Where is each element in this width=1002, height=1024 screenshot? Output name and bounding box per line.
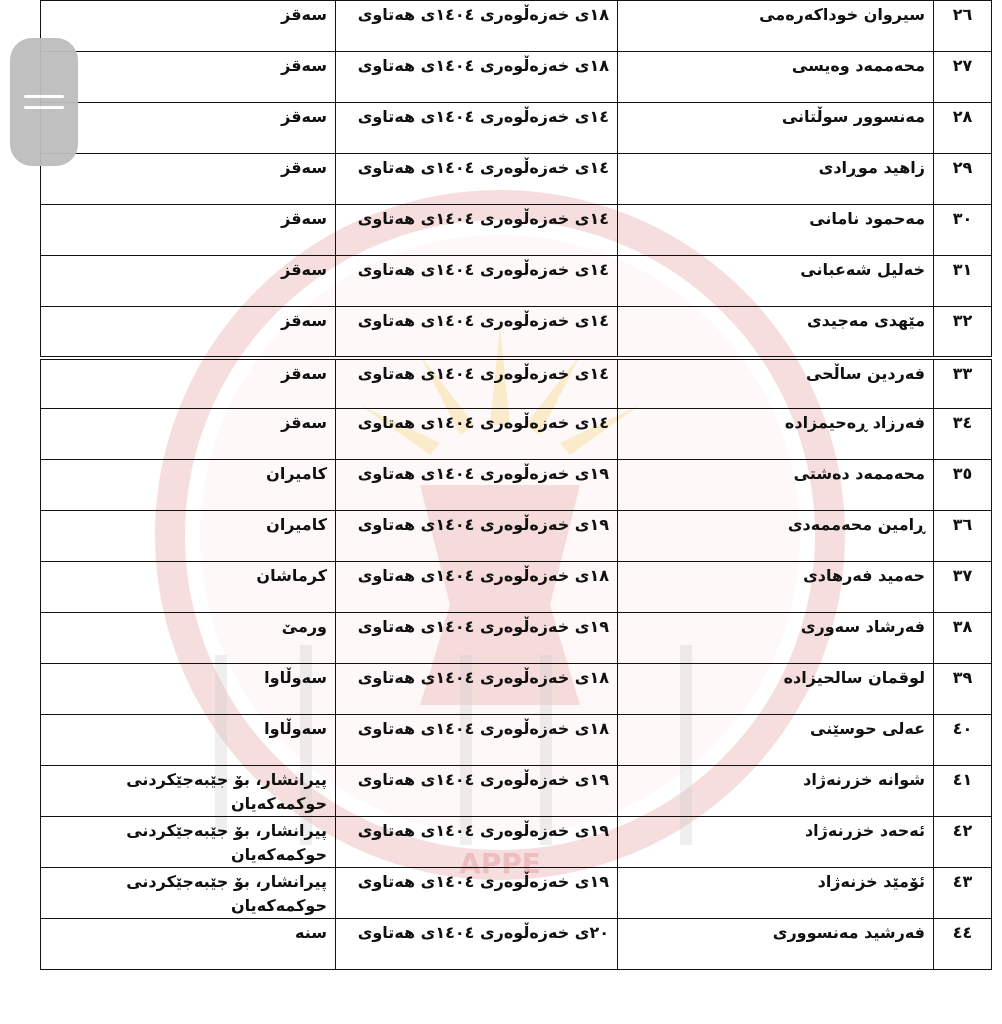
row-date: ١٤ی خەزەڵوەری ١٤٠٤ی هەتاوی [336,154,618,205]
row-name: فەرزاد ڕەحیمزادە [618,409,934,460]
row-place: پیرانشار، بۆ جێبەجێکردنی حوکمەکەیان [41,868,336,919]
row-number: ٣٣ [934,358,992,409]
row-place: سەقز [41,103,336,154]
table-row [41,256,992,307]
row-name: مێهدی مەجیدی [618,307,934,358]
table-row [41,460,992,511]
table-row [41,562,992,613]
row-date: ١٤ی خەزەڵوەری ١٤٠٤ی هەتاوی [336,205,618,256]
row-name: حەمید فەرهادی [618,562,934,613]
row-place: سەقز [41,52,336,103]
row-date: ١٩ی خەزەڵوەری ١٤٠٤ی هەتاوی [336,511,618,562]
row-date: ١٨ی خەزەڵوەری ١٤٠٤ی هەتاوی [336,664,618,715]
row-date: ١٩ی خەزەڵوەری ١٤٠٤ی هەتاوی [336,766,618,817]
table-row [41,205,992,256]
table-row [41,511,992,562]
watermark-text: APPE [459,847,541,880]
row-number: ٤٢ [934,817,992,868]
menu-icon [24,87,64,117]
row-place: سەقز [41,1,336,52]
row-place: سەقز [41,307,336,358]
table-row [41,52,992,103]
row-name: فەردین ساڵحی [618,358,934,409]
row-number: ٢٦ [934,1,992,52]
table-row [41,1,992,52]
row-date: ١٩ی خەزەڵوەری ١٤٠٤ی هەتاوی [336,817,618,868]
row-place: کرماشان [41,562,336,613]
menu-button[interactable] [10,38,78,166]
row-number: ٣٧ [934,562,992,613]
row-name: فەرشاد سەوری [618,613,934,664]
row-date: ١٤ی خەزەڵوەری ١٤٠٤ی هەتاوی [336,256,618,307]
row-place: سنە [41,919,336,970]
row-name: ڕامین محەممەدی [618,511,934,562]
row-date: ١٩ی خەزەڵوەری ١٤٠٤ی هەتاوی [336,613,618,664]
table-row [41,358,992,409]
row-place: پیرانشار، بۆ جێبەجێکردنی حوکمەکەیان [41,766,336,817]
row-number: ٣٦ [934,511,992,562]
row-number: ٢٨ [934,103,992,154]
row-place: سەقز [41,154,336,205]
row-date: ١٨ی خەزەڵوەری ١٤٠٤ی هەتاوی [336,562,618,613]
row-number: ٣٥ [934,460,992,511]
table-row [41,664,992,715]
row-name: خەلیل شەعبانی [618,256,934,307]
row-number: ٤٣ [934,868,992,919]
row-place: ورمێ [41,613,336,664]
row-number: ٤١ [934,766,992,817]
row-date: ١٤ی خەزەڵوەری ١٤٠٤ی هەتاوی [336,358,618,409]
row-date: ١٤ی خەزەڵوەری ١٤٠٤ی هەتاوی [336,307,618,358]
detainee-table [40,0,992,970]
table-row [41,868,992,919]
row-date: ١٩ی خەزەڵوەری ١٤٠٤ی هەتاوی [336,460,618,511]
table-row [41,307,992,358]
table-row [41,409,992,460]
row-name: زاهید موڕادی [618,154,934,205]
row-name: عەلی حوسێنی [618,715,934,766]
row-name: ئۆمێد خزنەژاد [618,868,934,919]
row-number: ٤٠ [934,715,992,766]
row-number: ٤٤ [934,919,992,970]
row-date: ١٤ی خەزەڵوەری ١٤٠٤ی هەتاوی [336,409,618,460]
row-number: ٣١ [934,256,992,307]
row-place: سەوڵاوا [41,715,336,766]
row-date: ١٩ی خەزەڵوەری ١٤٠٤ی هەتاوی [336,868,618,919]
table-row [41,715,992,766]
row-place: سەقز [41,409,336,460]
row-name: ئەحەد خزرنەژاد [618,817,934,868]
table-row [41,154,992,205]
row-place: پیرانشار، بۆ جێبەجێکردنی حوکمەکەیان [41,817,336,868]
row-number: ٣٢ [934,307,992,358]
row-number: ٣٤ [934,409,992,460]
table-row [41,103,992,154]
row-name: محەممەد دەشتی [618,460,934,511]
row-number: ٢٧ [934,52,992,103]
row-date: ١٨ی خەزەڵوەری ١٤٠٤ی هەتاوی [336,52,618,103]
row-name: محەممەد وەیسی [618,52,934,103]
row-name: مەحمود نامانی [618,205,934,256]
row-name: سیروان خوداکەرەمی [618,1,934,52]
row-date: ٢٠ی خەزەڵوەری ١٤٠٤ی هەتاوی [336,919,618,970]
row-name: لوقمان سالحیزادە [618,664,934,715]
row-number: ٢٩ [934,154,992,205]
row-place: سەوڵاوا [41,664,336,715]
row-place: سەقز [41,205,336,256]
table-row [41,613,992,664]
row-place: سەقز [41,358,336,409]
row-date: ١٨ی خەزەڵوەری ١٤٠٤ی هەتاوی [336,715,618,766]
row-place: سەقز [41,256,336,307]
row-name: مەنسوور سوڵتانی [618,103,934,154]
row-date: ١٨ی خەزەڵوەری ١٤٠٤ی هەتاوی [336,1,618,52]
row-place: کامیران [41,460,336,511]
table-row [41,766,992,817]
row-number: ٣٠ [934,205,992,256]
row-place: کامیران [41,511,336,562]
row-number: ٣٨ [934,613,992,664]
row-name: شوانە خزرنەژاد [618,766,934,817]
table-row [41,817,992,868]
table-row [41,919,992,970]
row-date: ١٤ی خەزەڵوەری ١٤٠٤ی هەتاوی [336,103,618,154]
row-number: ٣٩ [934,664,992,715]
row-name: فەرشید مەنسووری [618,919,934,970]
